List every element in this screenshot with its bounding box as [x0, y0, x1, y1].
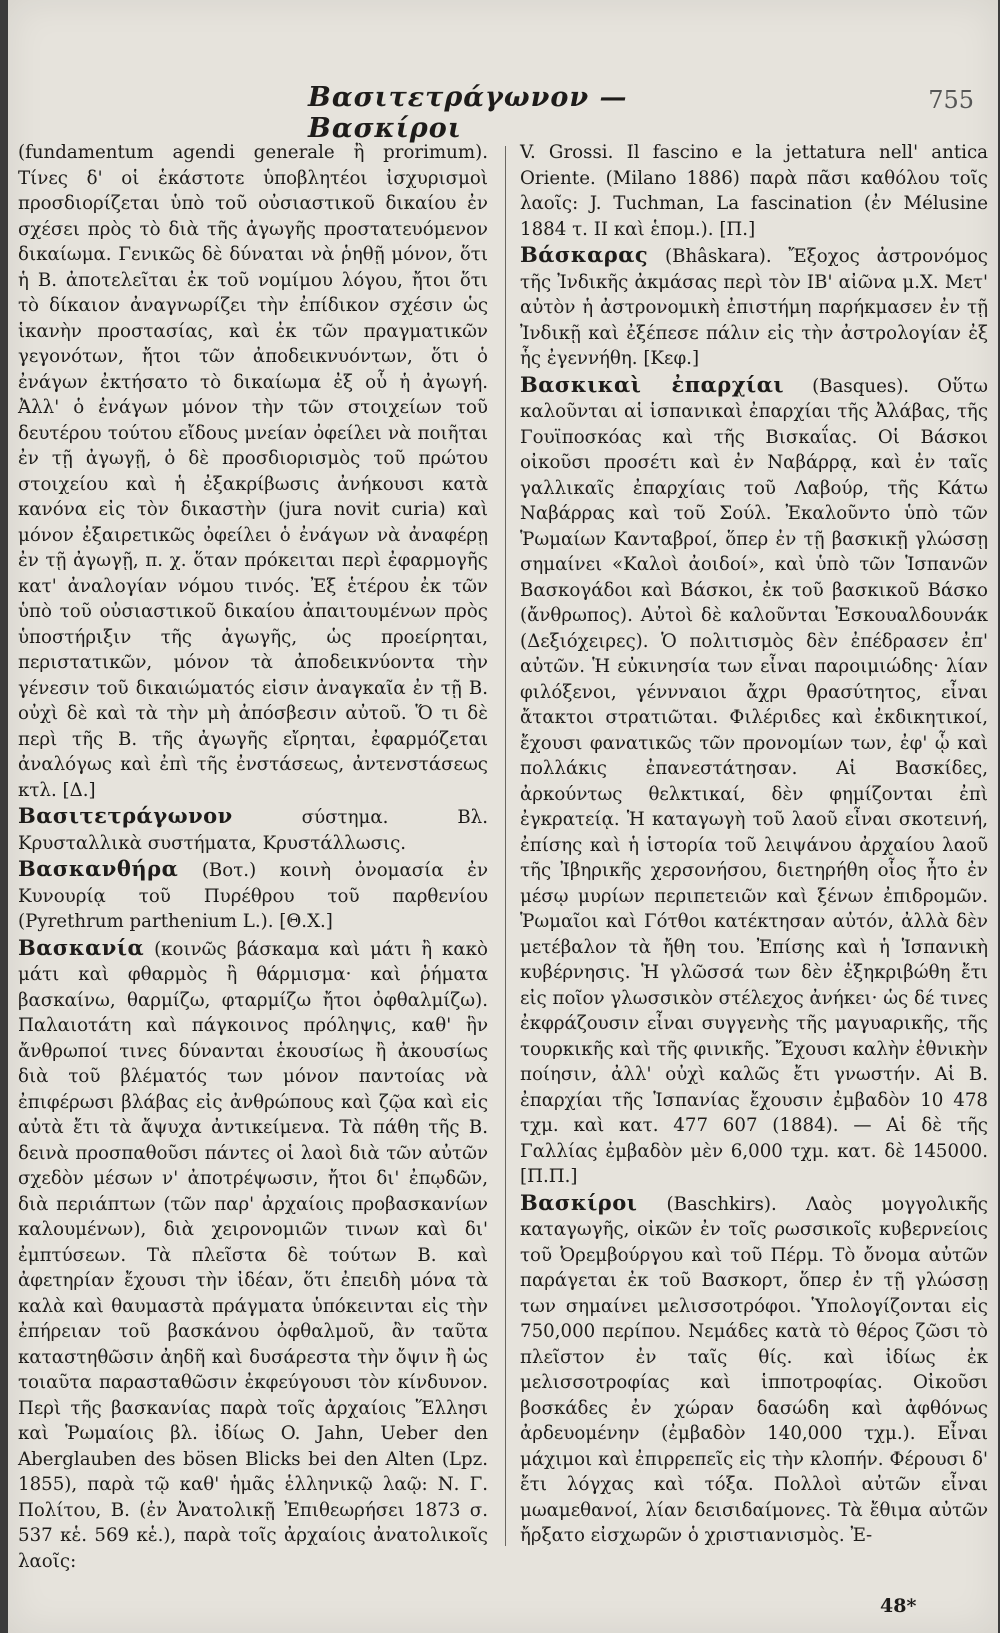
entry-baskanthira — [18, 856, 488, 935]
paragraph-continuation: V. Grossi. Il fascino e la jettatura nell' antica Oriente. (Milano 1886) παρὰ πᾶσι καθόλου τοῖς λαοῖς: J. Tuchman, La fascination (ἐν Mélusine 1884 τ. II καὶ ἑπομ.). [Π.] — [520, 142, 988, 240]
page-header — [8, 82, 998, 144]
entry-headword: Βάσκαρας — [520, 242, 649, 267]
entry-baskiroi — [520, 1190, 988, 1549]
entry-text: (Βοτ.) κοινὴ ὀνομασία ἐν Κυνουρίᾳ τοῦ Πυρέθρου τοῦ παρθενίου (Pyrethrum parthenium L.). [Θ.Χ.] — [18, 860, 488, 932]
entry-baskania — [18, 935, 488, 1575]
entry-headword: Βασιτετράγωνον — [18, 803, 233, 828]
entry-headword: Βασκανθήρα — [18, 856, 179, 881]
entry-headword: Βασκανία — [18, 934, 145, 960]
left-column — [18, 140, 488, 1574]
entry-text: (Basques). Οὕτω καλοῦνται αἱ ἱσπανικαὶ ἐπαρχίαι τῆς Ἀλάβας, τῆς Γουϊποσκόας καὶ τῆς Βισκαΐας. Οἱ Βάσκοι οἰκοῦσι προσέτι καὶ ἐν Ναβάρρᾳ, καὶ ἐν ταῖς γαλλικαῖς ἐπαρχίαις τοῦ Λαβούρ, τῆς Κάτω Ναβάρρας καὶ τοῦ Σούλ. Ἐκαλοῦντο ὑπὸ τῶν Ῥωμαίων Κανταβροί, ὅπερ ἐν τῇ βασκικῇ γλώσσῃ σημαίνει «Καλοὶ ἀοιδοί», καὶ ὑπὸ τῶν Ἱσπανῶν Βασκογάδοι καὶ Βάσκοι, ἐκ τοῦ βασκικοῦ Βάσκο (ἄνθρωπος). Αὐτοὶ δὲ καλοῦνται Ἐσκουαλδουνάκ (Δεξιόχειρες). Ὁ πολιτισμὸς δὲν ἐπέδρασεν ἐπ' αὐτῶν. Ἡ εὐκινησία των εἶναι παροιμιώδης· λίαν φιλόξενοι, γέννναιοι ἄχρι θρασύτητος, εἶναι ἄτακτοι στρατιῶται. Φιλέριδες καὶ ἐκδικητικοί, ἔχουσι φανατικῶς τῶν προνομίων των, ἐφ' ᾧ καὶ πολλάκις ἐπανεστάτησαν. Αἱ Βασκίδες, ἀρκούντως θελκτικαί, δὲν φημίζονται ἐπὶ ἐγκρατείᾳ. Ἡ καταγωγὴ τοῦ λαοῦ εἶναι σκοτεινή, ἐπίσης καὶ ἡ ἱστορία τοῦ λειψάνου ἀρχαίου λαοῦ τῆς Ἰβηρικῆς χερσονήσου, διετηρήθη οἷος ἦτο ἐν μέσῳ μυρίων περιπετειῶν καὶ ξένων ἐπιδρομῶν. Ῥωμαῖοι καὶ Γότθοι κατέκτησαν αὐτόν, ἀλλὰ δὲν μετέβαλον τὰ ἤθη του. Ἐπίσης καὶ ἡ Ἱσπανικὴ κυβέρνησις. Ἡ γλῶσσά των δὲν ἐξηκριβώθη ἔτι εἰς ποῖον γλωσσικὸν στέλεχος ἀνήκει· ὡς δέ τινες ἐκφράζουσιν εἶναι συγγενὴς τῆς μαγυαρικῆς, τῆς τουρκικῆς καὶ τῆς φινικῆς. Ἔχουσι καλὴν ἐθνικὴν ποίησιν, ἀλλ' οὐχὶ καλῶς ἔτι γνωστήν. Αἱ Β. ἐπαρχίαι τῆς Ἱσπανίας ἔχουσιν ἐμβαδὸν 10 478 τχμ. καὶ κατ. 477 607 (1884). — Αἱ δὲ τῆς Γαλλίας ἐμβαδὸν μὲν 6,000 τχμ. κατ. δὲ 145000. [Π.Π.] — [520, 375, 989, 1187]
entry-text: (Baschkirs). Λαὸς μογγολικῆς καταγωγῆς, οἰκῶν ἐν τοῖς ρωσσικοῖς κυβερνείοις τοῦ Ὀρεμβούργου καὶ τοῦ Πέρμ. Τὸ ὄνομα αὐτῶν παράγεται ἐκ τοῦ Βασκορτ, ὅπερ ἐν τῇ γλώσσῃ των σημαίνει μελισσοτρόφοι. Ὑπολογίζονται εἰς 750,000 περίπου. Νεμάδες κατὰ τὸ θέρος ζῶσι τὸ πλεῖστον ἐν ταῖς θίς. καὶ ἰδίως ἐκ μελισσοτροφίας καὶ ἱπποτροφίας. Οἰκοῦσι βοσκάδες ἐν χώραν δασώδη καὶ ἀφθόνως ἀρδευομένην (ἐμβαδὸν 140,000 τχμ.). Εἶναι μάχιμοι καὶ ἐπιρρεπεῖς εἰς τὴν κλοπήν. Φέρουσι δ' ἔτι λόγχας καὶ τόξα. Πολλοὶ αὐτῶν εἶναι μωαμεθανοί, λίαν δεισιδαίμονες. Τὰ ἔθιμα αὐτῶν ἤρξατο εἰσχωρῶν ὁ χριστιανισμὸς. Ἐ- — [520, 1193, 988, 1546]
entry-baskikai-eparchiai — [520, 372, 988, 1190]
book-page — [8, 0, 998, 1633]
entry-basitetragonon — [18, 803, 488, 856]
signature-mark: 48* — [880, 1595, 917, 1617]
entry-text: σύστημα. Βλ. Κρυσταλλικὰ συστήματα, Κρυστάλλωσις. — [18, 807, 488, 854]
entry-text: (κοινῶς βάσκαμα καὶ μάτι ἢ κακὸ μάτι καὶ φθαρμὸς ἢ θάρμισμα· καὶ ῥήματα βασκαίνω, θαρμίζω, φταρμίζω ἤτοι ὀφθαλμίζω). Παλαιοτάτη καὶ πάγκοινος πρόληψις, καθ' ἣν ἄνθρωποί τινες δύνανται ἑκουσίως ἢ ἀκουσίως διὰ τοῦ βλέματός των μόνον παντοίας νὰ ἐπιφέρωσι βλάβας εἰς ἀνθρώπους καὶ ζῷα καὶ εἰς αὐτὰ ἔτι τὰ ἄψυχα ἀντικείμενα. Τὰ πάθη τῆς Β. δεινὰ προσπαθοῦσι πάντες οἱ λαοὶ διὰ τῶν αὐτῶν σχεδὸν μέσων ν' ἀποτρέψωσιν, ἤτοι δι' ἐπῳδῶν, διὰ περιάπτων (τῶν παρ' ἀρχαίοις προβασκανίων καλουμένων), διὰ χειρονομιῶν τινων καὶ δι' ἐμπτύσεων. Τὰ πλεῖστα δὲ τούτων Β. καὶ ἀφετηρίαν ἔχουσι τὴν ἰδέαν, ὅτι ἐπειδὴ μόνα τὰ καλὰ καὶ θαυμαστὰ πράγματα ὑπόκεινται εἰς τὴν ἐπήρειαν τοῦ βασκάνου ὀφθαλμοῦ, ἂν ταῦτα καταστηθῶσιν ἀηδῆ καὶ δυσάρεστα τὴν ὄψιν ἢ ὡς τοιαῦτα παρασταθῶσιν ἐκφεύγουσι τὸν κίνδυνον. Περὶ τῆς βασκανίας παρὰ τοῖς ἀρχαίοις Ἕλλησι καὶ Ῥωμαίοις βλ. ἰδίως O. Jahn, Ueber den Aberglauben des bösen Blicks bei den Alten (Lpz. 1855), παρὰ τῷ καθ' ἡμᾶς ἑλληνικῷ λαῷ: Ν. Γ. Πολίτου, Β. (ἐν Ἀνατολικῇ Ἐπιθεωρήσει 1873 σ. 537 κἑ. 569 κἑ.), παρὰ τοῖς ἀρχαίοις ἀνατολικοῖς λαοῖς: — [18, 938, 488, 1572]
entry-baskaras — [520, 242, 988, 372]
entry-text: (Bhâskara). Ἔξοχος ἀστρονόμος τῆς Ἰνδικῆς ἀκμάσας περὶ τὸν ΙΒ' αἰῶνα μ.Χ. Μετ' αὐτὸν ἡ ἀστρονομικὴ ἐπιστήμη παρήκμασεν ἐν τῇ Ἰνδικῇ καὶ ἐξέπεσε πάλιν εἰς τὴν ἀστρολογίαν ἐξ ἧς ἐγεννήθη. [Κεφ.] — [520, 246, 988, 369]
page-number: 755 — [928, 86, 974, 114]
paragraph-continuation: (fundamentum agendi generale ἢ prorimum). Τίνες δ' οἱ ἑκάστοτε ὑποβλητέοι ἰσχυρισμοὶ προσδιορίζεται ὑπὸ τοῦ οὐσιαστικοῦ δικαίου ἐν σχέσει πρὸς τὸ διὰ τῆς ἀγωγῆς προστατευόμενον δικαίωμα. Γενικῶς δὲ δύναται νὰ ῥηθῇ μόνον, ὅτι ἡ Β. ἀποτελεῖται ἐκ τοῦ νομίμου λόγου, ἤτοι ὅτι τὸ δίκαιον ἀναγνωρίζει τὴν ἐπίδικον σχέσιν ὡς ἱκανὴν προστασίας, καὶ ἐκ τῶν πραγματικῶν γεγονότων, ἤτοι τῶν ἀποδεικνυόντων, ὅτι ὁ ἐνάγων ἐκτήσατο τὸ δικαίωμα ἐξ οὗ ἡ ἀγωγή. Ἀλλ' ὁ ἐνάγων μόνον τὴν τῶν στοιχείων τοῦ δευτέρου τούτου εἴδους μνείαν ὀφείλει νὰ ποιῆται ἐν τῇ ἀγωγῇ, ὁ δὲ προσδιορισμὸς τοῦ πρώτου στοιχείου καὶ ἡ ἐξακρίβωσις ἀνήκουσι κατὰ κανόνα εἰς τὸν δικαστὴν (jura novit curia) καὶ μόνον ἐξαιρετικῶς ὀφείλει ὁ ἐνάγων νὰ ἀναφέρῃ ἐν τῇ ἀγωγῇ, π. χ. ὅταν πρόκειται περὶ ἐφαρμογῆς κατ' ἀναλογίαν νόμου τινός. Ἐξ ἑτέρου ἐκ τῶν ὑπὸ τοῦ οὐσιαστικοῦ δικαίου ἀπαιτουμένων πρὸς ὑποστήριξιν τῆς ἀγωγῆς, ὡς προείρηται, περιστατικῶν, μόνον τὰ ἀποδεικνύοντα τὴν γένεσιν τοῦ δικαιώματός εἰσιν ἀναγκαῖα ἐν τῇ Β. οὐχὶ δὲ καὶ τὰ τὴν μὴ ἀπόσβεσιν αὐτοῦ. Ὅ τι δὲ περὶ τῆς Β. τῆς ἀγωγῆς εἴρηται, ἐφαρμόζεται ἀναλόγως καὶ ἐπὶ τῆς ἐνστάσεως, ἀντενστάσεως κτλ. [Δ.] — [18, 142, 488, 801]
column-divider — [505, 146, 506, 1546]
entry-headword: Βασκίροι — [520, 1189, 638, 1215]
entry-headword: Βασκικαὶ ἐπαρχίαι — [520, 371, 785, 397]
running-head: Βασιτετράγωνον — Βασκίροι — [308, 82, 628, 144]
right-column — [520, 140, 988, 1549]
